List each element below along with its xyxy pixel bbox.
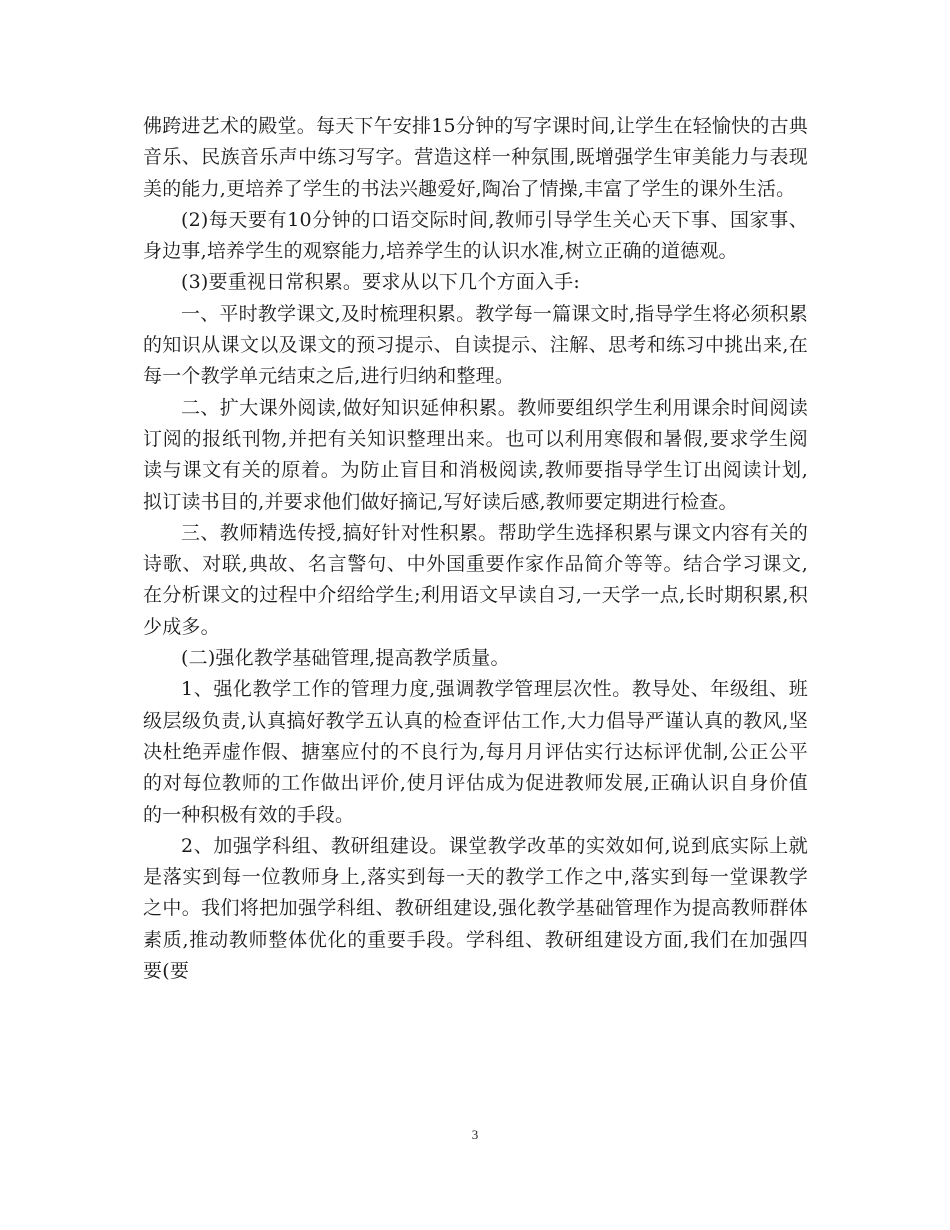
paragraph-3: (3)要重视日常积累。要求从以下几个方面入手:: [181, 271, 580, 294]
body-text: [143, 111, 808, 987]
page-number: 3: [471, 1127, 479, 1142]
paragraph-2: (2)每天要有10分钟的口语交际时间,教师引导学生关心天下事、国家事、身边事,培养学生的观察能力,培养学生的认识水准,树立正确的道德观。: [143, 208, 808, 263]
paragraph-4: 一、平时教学课文,及时梳理积累。教学每一篇课文时,指导学生将必须积累的知识从课文以及课文的预习提示、自读提示、注解、思考和练习中挑出来,在每一个教学单元结束之后,进行归纳和整理。: [143, 302, 808, 388]
paragraph-7: (二)强化教学基础管理,提高教学质量。: [181, 647, 510, 670]
paragraph-6: 三、教师精选传授,搞好针对性积累。帮助学生选择积累与课文内容有关的诗歌、对联,典故、名言警句、中外国重要作家作品简介等等。结合学习课文,在分析课文的过程中介绍给学生;利用语文早读自习,一天学一点,长时期积累,积少成多。: [143, 521, 808, 638]
paragraph-8: 1、强化教学工作的管理力度,强调教学管理层次性。教导处、年级组、班级层级负责,认真搞好教学五认真的检查评估工作,大力倡导严谨认真的教风,坚决杜绝弄虚作假、搪塞应付的不良行为,每月月评估实行达标评优制,公正公平的对每位教师的工作做出评价,使月评估成为促进教师发展,正确认识自身价值的一种积极有效的手段。: [143, 678, 808, 826]
paragraph-9: 2、加强学科组、教研组建设。课堂教学改革的实效如何,说到底实际上就是落实到每一位教师身上,落实到每一天的教学工作之中,落实到每一堂课教学之中。我们将把加强学科组、教研组建设,强化教学基础管理作为提高教师群体素质,推动教师整体优化的重要手段。学科组、教研组建设方面,我们在加强四要(要: [143, 834, 808, 983]
paragraph-1: 佛跨进艺术的殿堂。每天下午安排15分钟的写字课时间,让学生在轻愉快的古典音乐、民族音乐声中练习写字。营造这样一种氛围,既增强学生审美能力与表现美的能力,更培养了学生的书法兴趣爱好,陶冶了情操,丰富了学生的课外生活。: [143, 115, 808, 200]
paragraph-5: 二、扩大课外阅读,做好知识延伸积累。教师要组织学生利用课余时间阅读订阅的报纸刊物,并把有关知识整理出来。也可以利用寒假和暑假,要求学生阅读与课文有关的原着。为防止盲目和消极阅读,教师要指导学生订出阅读计划,拟订读书目的,并要求他们做好摘记,写好读后感,教师要定期进行检查。: [143, 396, 808, 513]
